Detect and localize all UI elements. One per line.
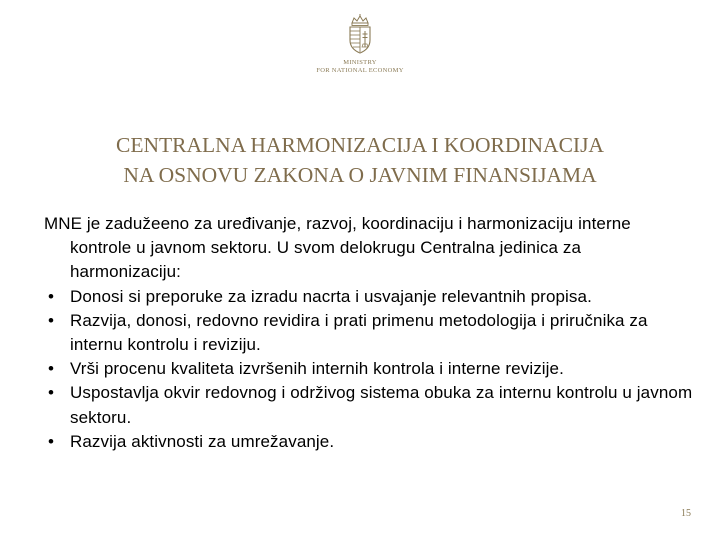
slide-title-line-2: NA OSNOVU ZAKONA O JAVNIM FINANSIJAMA [123,163,597,187]
intro-paragraph: MNE je zadužeeno za uređivanje, razvoj, koordinaciju i harmonizaciju interne kontrole u javnom sektoru. U svom delokrugu Centralna jedinica za harmonizaciju: [44,214,631,282]
slide-body [44,212,694,454]
bullet-icon: • [47,431,55,451]
list-item-text: Razvija, donosi, redovno revidira i prati primenu metodologija i priručnika za internu kontrolu i reviziju. [70,310,648,355]
list-item [44,309,694,357]
bullet-icon: • [47,286,55,306]
list-item [44,357,694,381]
logo-line-national-economy: FOR NATIONAL ECONOMY [316,67,404,74]
list-item [44,285,694,309]
bullet-list [44,285,694,454]
list-item-text: Razvija aktivnosti za umrežavanje. [70,431,335,451]
list-item-text: Uspostavlja okvir redovnog i održivog sistema obuka za internu kontrolu u javnom sektoru. [70,383,693,427]
slide-title [20,130,700,190]
list-item [44,430,694,454]
bullet-icon: • [47,383,55,403]
hungarian-coat-of-arms-icon [346,14,374,54]
list-item-text: Vrši procenu kvaliteta izvršenih internih kontrola i interne revizije. [70,359,564,379]
logo-line-ministry: MINISTRY [343,59,377,66]
list-item-text: Donosi si preporuke za izradu nacrta i usvajanje relevantnih propisa. [70,286,592,306]
slide-title-line-1: CENTRALNA HARMONIZACIJA I KOORDINACIJA [116,133,604,157]
bullet-icon: • [47,310,55,330]
ministry-logo [300,14,420,86]
list-item [44,381,694,429]
bullet-icon: • [47,359,55,379]
page-number: 15 [681,508,691,519]
